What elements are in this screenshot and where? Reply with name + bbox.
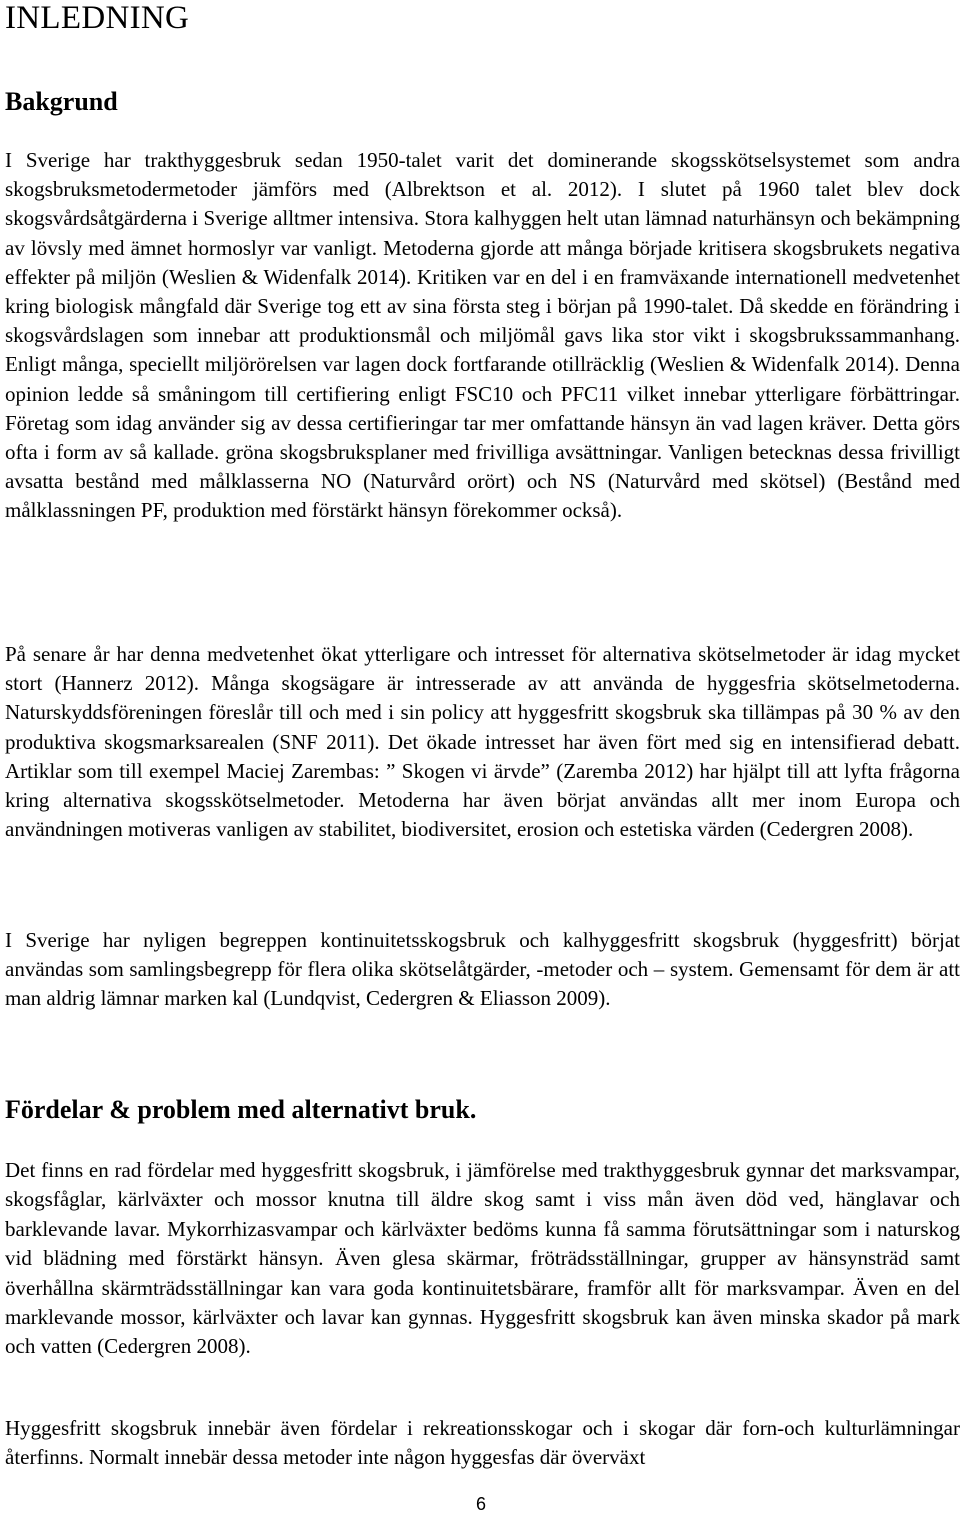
paragraph: I Sverige har nyligen begreppen kontinuitetsskogsbruk och kalhyggesfritt skogsbruk (hyggesfritt) börjat användas som samlingsbegrepp för flera olika skötselåtgärder, -metoder och – system. Gemensamt för dem är att man aldrig lämnar marken kal (Lundqvist, Cedergren & Eliasson 2009). (5, 928, 960, 1011)
section-heading-bakgrund: Bakgrund (5, 87, 118, 116)
page-number: 6 (476, 1494, 487, 1514)
paragraph: På senare år har denna medvetenhet ökat ytterligare och intresset för alternativa skötselmetoder är idag mycket stort (Hannerz 2012). Många skogsägare är intresserade av att använda de hyggesfria skötselmetoderna. Naturskyddsföreningen föreslår till och med i sin policy att hyggesfritt skogsbruk ska tillämpas på 30 % av den produktiva skogsmarksarealen (SNF 2011). Det ökade intresset har även fört med sig en intensifierad debatt. Artiklar som till exempel Maciej Zarembas: ” Skogen vi ärvde” (Zaremba 2012) har hjälpt till att lyfta frågorna kring alternativa skogsskötselmetoder. Metoderna har även börjat användas allt mer inom Europa och användningen motiveras vanligen av stabilitet, biodiversitet, erosion och estetiska värden (Cedergren 2008). (5, 642, 960, 842)
paragraph: I Sverige har trakthyggesbruk sedan 1950-talet varit det dominerande skogsskötselsystemet som andra skogsbruksmetodermetoder jämförs med (Albrektson et al. 2012). I slutet på 1960 talet blev dock skogsvårdsåtgärderna i Sverige alltmer intensiva. Stora kalhyggen helt utan lämnad naturhänsyn och bekämpning av lövsly med ämnet hormoslyr var vanligt. Metoderna gjorde att många började kritisera skogsbrukets negativa effekter på miljön (Weslien & Widenfalk 2014). Kritiken var en del i en framväxande internationell medvetenhet kring biologisk mångfald där Sverige tog ett av sina första steg i början på 1990-talet. Då skedde en förändring i skogsvårdslagen som innebar att produktionsmål och miljömål gavs lika stor vikt i skogsbrukssammanhang. Enligt många, speciellt miljörörelsen var lagen dock fortfarande otillräcklig (Weslien & Widenfalk 2014). Denna opinion ledde så småningom till certifiering enligt FSC10 och PFC11 vilket innebar ytterligare förbättringar. Företag som idag använder sig av dessa certifieringar tar mer omfattande hänsyn än vad lagen kräver. Detta görs ofta i form av så kallade. gröna skogsbruksplaner med frivilliga avsättningar. Vanligen betecknas dessa frivilligt avsatta bestånd med målklasserna NO (Naturvård orört) och NS (Naturvård med skötsel) (Bestånd med målklassningen PF, produktion med förstärkt hänsyn förekommer också). (5, 148, 960, 523)
section-heading-fordelar: Fördelar & problem med alternativt bruk. (5, 1095, 477, 1124)
paragraph: Hyggesfritt skogsbruk innebär även fördelar i rekreationsskogar och i skogar där forn-och kulturlämningar återfinns. Normalt innebär dessa metoder inte någon hyggesfas där överväxt (5, 1416, 960, 1470)
page-title: INLEDNING (5, 0, 190, 36)
paragraph: Det finns en rad fördelar med hyggesfritt skogsbruk, i jämförelse med trakthyggesbruk gynnar det marksvampar, skogsfåglar, kärlväxter och mossor knutna till äldre skog samt i viss mån även död ved, hänglavar och barklevande lavar. Mykorrhizasvampar och kärlväxter bedöms kunna få samma förutsättningar som i naturskog vid blädning med förstärkt hänsyn. Även glesa skärmar, fröträdsställningar, grupper av hänsynsträd samt överhållna skärmträdsställningar kan vara goda kontinuitetsbärare, framför allt för marksvampar. Även en del marklevande mossor, kärlväxter och lavar kan gynnas. Hyggesfritt skogsbruk kan även minska skador på mark och vatten (Cedergren 2008). (5, 1158, 960, 1359)
